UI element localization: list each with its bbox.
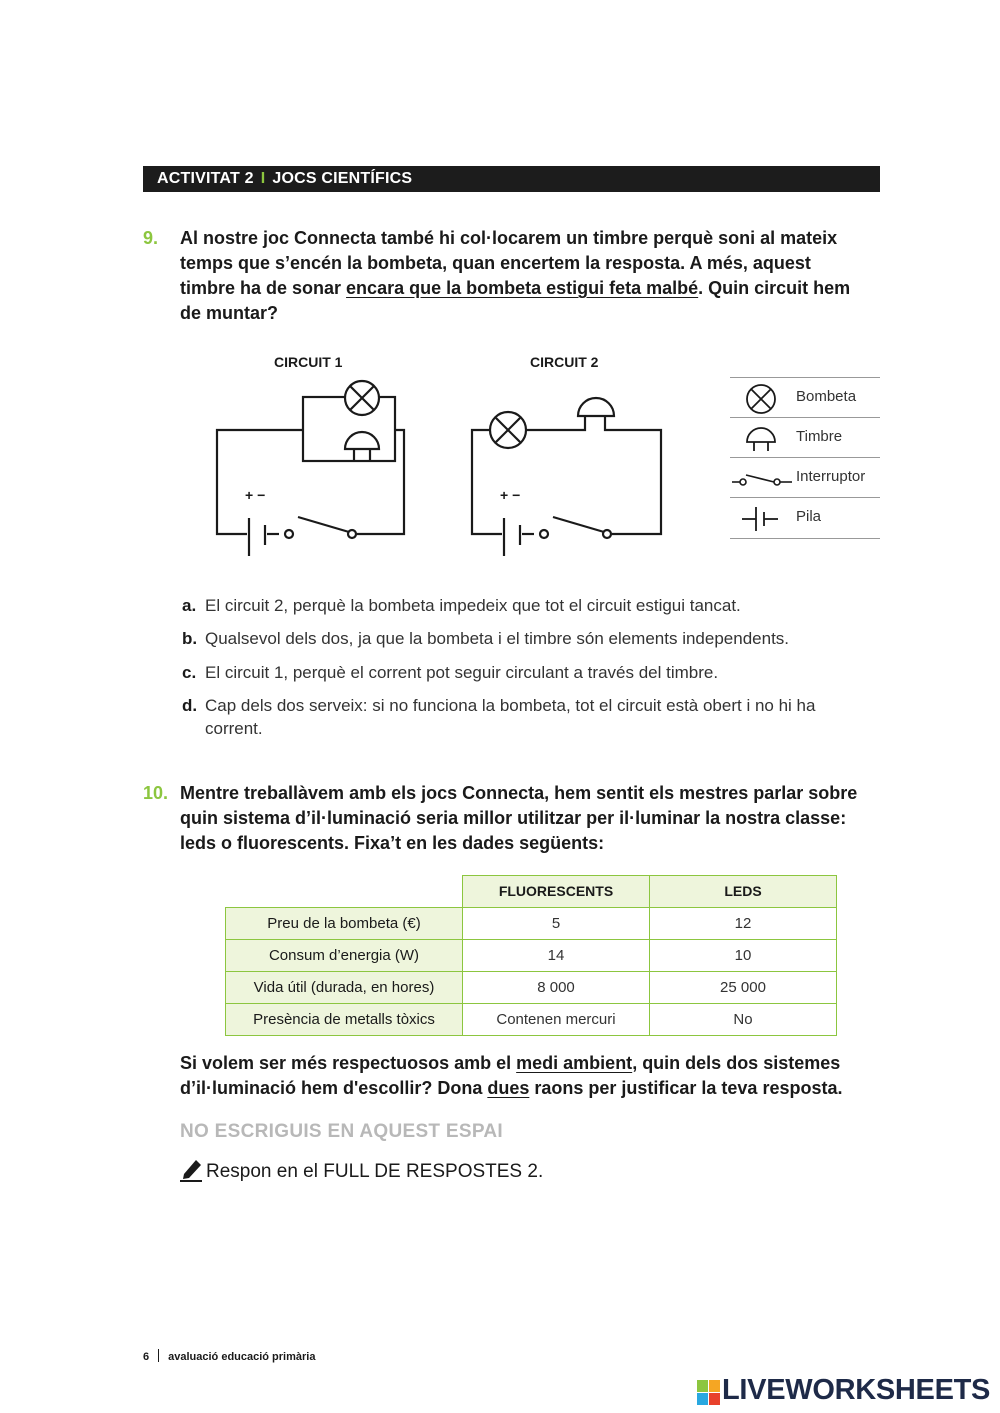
question-9-number: 9.	[143, 228, 159, 248]
q10-prompt-line-1	[180, 1051, 890, 1076]
legend-bottom-rule	[730, 538, 880, 539]
cell-energy-leds: 10	[650, 939, 837, 971]
option-a-letter: a.	[182, 596, 197, 615]
column-header-fluorescents: FLUORESCENTS	[463, 876, 650, 908]
table-row	[226, 939, 837, 971]
legend-bell-label: Timbre	[796, 428, 843, 445]
logo-blocks-icon	[697, 1380, 721, 1406]
page-number: 6	[143, 1351, 150, 1363]
circuit-2-diagram	[460, 370, 675, 565]
q10-line-2: quin sistema d’il·luminació seria millor utilitzar per il·luminar la nostra classe:	[180, 808, 847, 828]
legend-row-bulb	[730, 377, 880, 418]
q9-underlined-phrase: encara que la bombeta estigui feta malbé	[346, 278, 699, 298]
row-label-toxic-metals: Presència de metalls tòxics	[226, 1003, 463, 1035]
table-row	[226, 907, 837, 939]
question-10-text	[180, 781, 890, 856]
circuit-2-polarity: + −	[500, 487, 521, 503]
q10-prompt-line-2	[180, 1076, 890, 1101]
pencil-icon	[180, 1156, 204, 1182]
circuit-1-diagram	[205, 370, 420, 565]
option-c[interactable]	[182, 661, 882, 684]
option-d[interactable]	[182, 694, 882, 740]
switch-icon	[730, 466, 794, 490]
table-header-row	[226, 876, 837, 908]
q10-prompt-1-start: Si volem ser més respectuosos amb el	[180, 1053, 517, 1073]
activity-header	[143, 166, 880, 192]
brand-name: LIVEWORKSHEETS	[722, 1374, 991, 1406]
footer-divider	[158, 1349, 159, 1362]
column-header-leds: LEDS	[650, 876, 837, 908]
legend-bulb-label: Bombeta	[796, 388, 857, 405]
q9-line-3-start: timbre ha de sonar	[180, 278, 347, 298]
option-c-letter: c.	[182, 663, 197, 682]
cell-price-leds: 12	[650, 907, 837, 939]
respond-instruction	[180, 1156, 543, 1183]
cell-energy-fluorescents: 14	[463, 939, 650, 971]
cell-toxic-fluorescents: Contenen mercuri	[463, 1003, 650, 1035]
circuit-1-polarity: + −	[245, 487, 266, 503]
respond-text: Respon en el FULL DE RESPOSTES 2.	[206, 1161, 544, 1182]
option-b-letter: b.	[182, 629, 198, 648]
q9-line-3	[180, 276, 885, 301]
q10-prompt-2-start: d’il·luminació hem d'escollir? Dona	[180, 1078, 488, 1098]
q10-underlined-environment: medi ambient	[516, 1053, 633, 1073]
q10-prompt-1-end: , quin dels dos sistemes	[632, 1053, 841, 1073]
q10-underlined-two: dues	[487, 1078, 530, 1098]
cell-toxic-leds: No	[650, 1003, 837, 1035]
legend-row-bell	[730, 417, 880, 458]
cell-lifetime-leds: 25 000	[650, 971, 837, 1003]
q9-line-3-end: . Quin circuit hem	[698, 278, 851, 298]
table-row	[226, 971, 837, 1003]
option-a[interactable]	[182, 594, 882, 617]
q10-line-3: leds o fluorescents. Fixa’t en les dades següents:	[180, 833, 605, 853]
bulb-icon	[744, 383, 778, 415]
q9-line-4: de muntar?	[180, 303, 279, 323]
symbol-legend	[730, 377, 880, 539]
activity-label: ACTIVITAT 2	[157, 170, 254, 187]
legend-row-battery	[730, 497, 880, 538]
legend-row-switch	[730, 457, 880, 498]
lighting-comparison-table	[225, 875, 837, 1036]
row-label-energy: Consum d’energia (W)	[226, 939, 463, 971]
q10-line-1: Mentre treballàvem amb els jocs Connecta, hem sentit els mestres parlar sobre	[180, 783, 858, 803]
circuit-1-label: CIRCUIT 1	[274, 354, 343, 370]
row-label-price: Preu de la bombeta (€)	[226, 907, 463, 939]
option-b[interactable]	[182, 627, 882, 650]
option-b-text: Qualsevol dels dos, ja que la bombeta i el timbre són elements independents.	[205, 629, 790, 648]
question-10-prompt	[180, 1051, 890, 1101]
row-label-lifetime: Vida útil (durada, en hores)	[226, 971, 463, 1003]
question-9-text	[180, 226, 885, 326]
question-10-number: 10.	[143, 783, 169, 803]
liveworksheets-logo	[697, 1380, 721, 1411]
option-c-text: El circuit 1, perquè el corrent pot seguir circulant a través del timbre.	[205, 663, 719, 682]
legend-switch-label: Interruptor	[796, 468, 866, 485]
no-write-notice: NO ESCRIGUIS EN AQUEST ESPAI	[180, 1121, 504, 1142]
option-d-text: Cap dels dos serveix: si no funciona la bombeta, tot el circuit està obert i no hi ha corrent.	[205, 696, 816, 738]
header-separator: I	[260, 170, 266, 187]
option-a-text: El circuit 2, perquè la bombeta impedeix que tot el circuit estigui tancat.	[205, 596, 741, 615]
q9-line-2: temps que s’encén la bombeta, quan encertem la resposta. A més, aquest	[180, 253, 811, 273]
bell-icon	[744, 426, 778, 454]
page-footer	[143, 1349, 315, 1363]
q9-line-1: Al nostre joc Connecta també hi col·locarem un timbre perquè soni al mateix	[180, 228, 838, 248]
option-d-letter: d.	[182, 696, 198, 715]
circuit-2-label: CIRCUIT 2	[530, 354, 599, 370]
cell-lifetime-fluorescents: 8 000	[463, 971, 650, 1003]
legend-battery-label: Pila	[796, 508, 822, 525]
table-corner	[226, 876, 463, 908]
battery-icon	[740, 504, 780, 534]
cell-price-fluorescents: 5	[463, 907, 650, 939]
table-row	[226, 1003, 837, 1035]
q10-prompt-2-end: raons per justificar la teva resposta.	[529, 1078, 843, 1098]
footer-title: avaluació educació primària	[168, 1351, 316, 1363]
section-label: JOCS CIENTÍFICS	[272, 170, 413, 187]
